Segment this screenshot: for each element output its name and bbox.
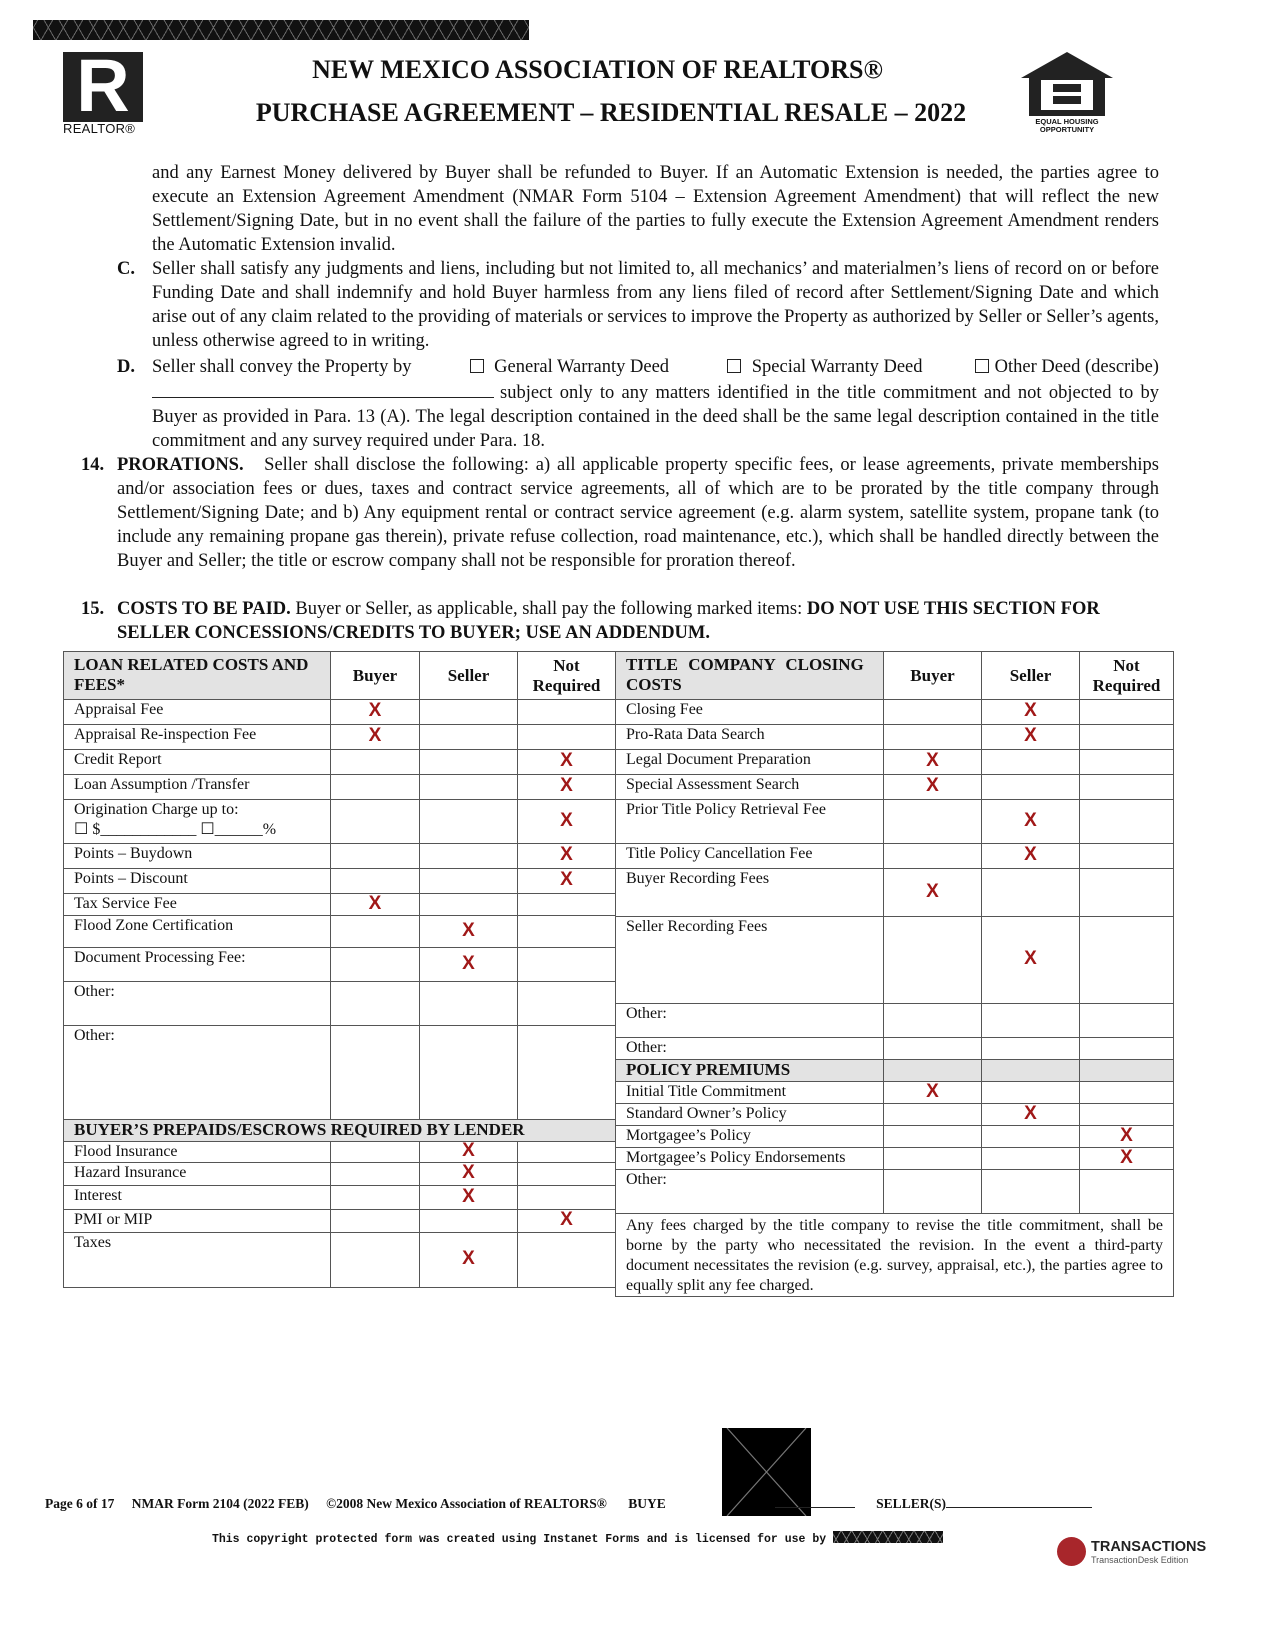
table-row	[616, 1148, 1174, 1170]
x-mark-icon: X	[1024, 809, 1037, 831]
row-label: Closing Fee	[616, 700, 884, 725]
not-required-checkbox-cell[interactable]	[1080, 700, 1174, 725]
title-costs-header: TITLE COMPANY CLOSING COSTS	[616, 652, 884, 700]
seller-checkbox-cell[interactable]	[982, 800, 1080, 844]
not-required-checkbox-cell[interactable]	[518, 725, 616, 750]
seller-checkbox-cell[interactable]	[420, 869, 518, 894]
buyer-checkbox-cell[interactable]	[331, 800, 420, 844]
buyer-checkbox-cell[interactable]	[331, 916, 420, 948]
seller-checkbox-cell[interactable]	[982, 917, 1080, 1004]
x-mark-icon: X	[462, 1185, 475, 1207]
x-mark-icon: X	[368, 725, 382, 746]
x-mark-icon: X	[560, 809, 573, 831]
table-row	[64, 1186, 616, 1210]
not-required-checkbox-cell[interactable]	[1080, 869, 1174, 917]
row-label: Hazard Insurance	[64, 1163, 331, 1186]
table-row	[64, 844, 616, 869]
x-mark-icon: X	[368, 893, 382, 914]
seller-checkbox-cell[interactable]	[420, 1233, 518, 1288]
not-required-checkbox-cell[interactable]	[518, 750, 616, 775]
table-row	[64, 982, 616, 1026]
paragraph-13d: Seller shall convey the Property by General Warranty Deed Special Warranty Deed Other Deed (describe) subject only to any matters identified in the title commitment and not objected to by Buyer as provided in Para. 13 (A). The legal description contained in the deed shall be the same legal description contained in the title commitment and any survey required under Para. 18.	[152, 357, 1159, 451]
license-notice: This copyright protected form was created using Instanet Forms and is licensed for use by	[0, 1531, 1155, 1546]
seller-checkbox-cell[interactable]	[420, 1210, 518, 1233]
buyer-checkbox-cell[interactable]	[884, 1170, 982, 1214]
buyer-checkbox-cell[interactable]	[331, 1210, 420, 1233]
row-label: Flood Insurance	[64, 1142, 331, 1163]
row-label: Credit Report	[64, 750, 331, 775]
buyer-checkbox-cell[interactable]	[331, 982, 420, 1026]
buyer-checkbox-cell[interactable]	[331, 775, 420, 800]
seller-checkbox-cell[interactable]	[420, 1163, 518, 1186]
row-label: Points – Buydown	[64, 844, 331, 869]
table-row	[616, 917, 1174, 1004]
row-label: PMI or MIP	[64, 1210, 331, 1233]
row-label: Points – Discount	[64, 869, 331, 894]
seller-checkbox-cell[interactable]	[982, 1170, 1080, 1214]
table-row	[64, 894, 616, 916]
redacted-header-bar	[33, 20, 529, 40]
not-required-checkbox-cell[interactable]	[1080, 725, 1174, 750]
not-required-checkbox-cell[interactable]	[518, 800, 616, 844]
section-14-number: 14.	[81, 455, 105, 475]
buyer-checkbox-cell[interactable]	[884, 1004, 982, 1038]
not-required-checkbox-cell[interactable]	[1080, 750, 1174, 775]
not-required-checkbox-cell[interactable]	[518, 894, 616, 916]
buyer-checkbox-cell[interactable]	[884, 700, 982, 725]
transactions-logo-icon	[1057, 1537, 1086, 1566]
table-row	[616, 725, 1174, 750]
x-mark-icon: X	[926, 775, 939, 796]
x-mark-icon: X	[1024, 948, 1037, 969]
seller-checkbox-cell[interactable]	[420, 982, 518, 1026]
buyer-checkbox-cell[interactable]	[884, 725, 982, 750]
row-label: Mortgagee’s Policy Endorsements	[616, 1148, 884, 1170]
x-mark-icon: X	[1024, 844, 1037, 865]
x-mark-icon: X	[462, 1162, 475, 1183]
row-label: Interest	[64, 1186, 331, 1210]
x-mark-icon: X	[1120, 1125, 1133, 1146]
seller-checkbox-cell[interactable]	[982, 1126, 1080, 1148]
seller-checkbox-cell[interactable]	[420, 1026, 518, 1120]
table-row	[616, 844, 1174, 869]
row-label: Legal Document Preparation	[616, 750, 884, 775]
col-buyer: Buyer	[331, 652, 420, 700]
seller-checkbox-cell[interactable]	[420, 1142, 518, 1163]
not-required-checkbox-cell[interactable]	[518, 1163, 616, 1186]
buyer-checkbox-cell[interactable]	[884, 917, 982, 1004]
buyer-checkbox-cell[interactable]	[331, 725, 420, 750]
seller-checkbox-cell[interactable]	[420, 844, 518, 869]
x-mark-icon: X	[462, 1141, 475, 1161]
table-row	[64, 1026, 616, 1120]
seller-initials-label: SELLER(S)	[876, 1496, 946, 1511]
not-required-checkbox-cell[interactable]	[518, 844, 616, 869]
org-title: NEW MEXICO ASSOCIATION OF REALTORS®	[312, 55, 883, 84]
col-seller: Seller	[420, 652, 518, 700]
table-row	[616, 1038, 1174, 1060]
x-mark-icon: X	[926, 880, 939, 902]
x-mark-icon: X	[926, 750, 939, 771]
row-label: Title Policy Cancellation Fee	[616, 844, 884, 869]
x-mark-icon: X	[462, 919, 475, 941]
buyer-checkbox-cell[interactable]	[331, 1026, 420, 1120]
buyer-checkbox-cell[interactable]	[331, 1163, 420, 1186]
not-required-checkbox-cell[interactable]	[1080, 1126, 1174, 1148]
not-required-checkbox-cell[interactable]	[518, 869, 616, 894]
buyer-checkbox-cell[interactable]	[884, 1126, 982, 1148]
table-row	[616, 1170, 1174, 1214]
x-mark-icon: X	[1120, 1147, 1133, 1168]
x-mark-icon: X	[462, 1248, 475, 1269]
col-not-required: Not Required	[518, 652, 616, 700]
seller-checkbox-cell[interactable]	[420, 800, 518, 844]
x-mark-icon: X	[462, 952, 475, 974]
row-label: Other:	[616, 1004, 884, 1038]
seller-checkbox-cell[interactable]	[982, 1004, 1080, 1038]
loan-costs-header: LOAN RELATED COSTS AND FEES*	[64, 652, 331, 700]
seller-checkbox-cell[interactable]	[982, 700, 1080, 725]
row-label: Special Assessment Search	[616, 775, 884, 800]
row-label: Other:	[616, 1038, 884, 1060]
not-required-checkbox-cell[interactable]	[1080, 917, 1174, 1004]
seller-checkbox-cell[interactable]	[420, 894, 518, 916]
table-row	[64, 916, 616, 948]
seller-checkbox-cell[interactable]	[420, 916, 518, 948]
realtor-logo: R REALTOR®	[63, 52, 143, 136]
paragraph-d-label: D.	[117, 357, 135, 377]
table-row	[64, 948, 616, 982]
row-label: Other:	[616, 1170, 884, 1214]
table-row	[616, 800, 1174, 844]
buyer-initials-label: BUYE	[628, 1496, 666, 1511]
table-row	[64, 750, 616, 775]
not-required-checkbox-cell[interactable]	[518, 948, 616, 982]
seller-checkbox-cell[interactable]	[420, 725, 518, 750]
col-seller: Seller	[982, 652, 1080, 700]
buyer-checkbox-cell[interactable]	[884, 1082, 982, 1104]
seller-checkbox-cell[interactable]	[982, 1148, 1080, 1170]
not-required-checkbox-cell[interactable]	[1080, 844, 1174, 869]
table-row	[64, 775, 616, 800]
seller-checkbox-cell[interactable]	[982, 869, 1080, 917]
row-label: Other:	[64, 982, 331, 1026]
footer	[45, 1496, 1106, 1512]
col-buyer: Buyer	[884, 652, 982, 700]
table-row	[64, 869, 616, 894]
redacted-licensee	[833, 1531, 943, 1543]
other-deed-checkbox[interactable]	[975, 359, 989, 373]
buyer-checkbox-cell[interactable]	[884, 800, 982, 844]
form-id: NMAR Form 2104 (2022 FEB)	[131, 1496, 309, 1511]
buyer-checkbox-cell[interactable]	[331, 1142, 420, 1163]
row-label: Loan Assumption /Transfer	[64, 775, 331, 800]
buyer-checkbox-cell[interactable]	[331, 869, 420, 894]
x-mark-icon: X	[1024, 1103, 1037, 1124]
not-required-checkbox-cell[interactable]	[1080, 775, 1174, 800]
paragraph-13b-continued: and any Earnest Money delivered by Buyer shall be refunded to Buyer. If an Automatic Extension is needed, the parties agree to execute an Extension Agreement Amendment (NMAR Form 5104 – Extension Agreement Amendment) that will reflect the new Settlement/Signing Date, but in no event shall the failure of the parties to fully execute the Extension Agreement Amendment renders the Automatic Extension invalid.	[152, 163, 1159, 255]
paragraph-13c: Seller shall satisfy any judgments and liens, including but not limited to, all mechanics’ and materialmen’s liens of record on or before Funding Date and shall indemnify and hold Buyer harmless from any liens filed of record after Settlement/Signing Date and which arise out of any claim related to the providing of materials or services to improve the Property as authorized by Seller or Seller’s agents, unless otherwise agreed to in writing.	[152, 259, 1159, 351]
row-label: Appraisal Re-inspection Fee	[64, 725, 331, 750]
table-row	[64, 1142, 616, 1163]
x-mark-icon: X	[560, 775, 573, 796]
x-mark-icon: X	[560, 750, 573, 771]
seller-checkbox-cell[interactable]	[982, 750, 1080, 775]
paragraph-c-label: C.	[117, 259, 135, 279]
not-required-checkbox-cell[interactable]	[1080, 800, 1174, 844]
seller-checkbox-cell[interactable]	[420, 948, 518, 982]
x-mark-icon: X	[926, 1081, 939, 1102]
table-row	[616, 1082, 1174, 1104]
row-label: Taxes	[64, 1233, 331, 1288]
x-mark-icon: X	[1024, 700, 1037, 721]
not-required-checkbox-cell[interactable]	[518, 775, 616, 800]
seller-checkbox-cell[interactable]	[420, 700, 518, 725]
transactions-logo: TRANSACTIONS TransactionDesk Edition	[1057, 1537, 1217, 1567]
not-required-checkbox-cell[interactable]	[518, 1210, 616, 1233]
table-row	[64, 725, 616, 750]
x-mark-icon: X	[368, 700, 382, 721]
form-title: PURCHASE AGREEMENT – RESIDENTIAL RESALE – 2022	[255, 98, 967, 127]
row-label: Mortgagee’s Policy	[616, 1126, 884, 1148]
seller-checkbox-cell[interactable]	[982, 1104, 1080, 1126]
x-mark-icon: X	[1024, 725, 1037, 746]
row-label: Origination Charge up to: ☐ $____________ ☐______%	[64, 800, 331, 844]
buyer-checkbox-cell[interactable]	[884, 844, 982, 869]
buyer-checkbox-cell[interactable]	[884, 869, 982, 917]
policy-premiums-header: POLICY PREMIUMS	[616, 1060, 884, 1082]
seller-checkbox-cell[interactable]	[420, 775, 518, 800]
not-required-checkbox-cell[interactable]	[1080, 1170, 1174, 1214]
row-label: Document Processing Fee:	[64, 948, 331, 982]
section-14-prorations: PRORATIONS. Seller shall disclose the following: a) all applicable property specific fees, or lease agreements, private memberships and/or association fees or dues, taxes and contract service agreements, all of which are to be prorated by the title company through Settlement/Signing Date; and b) Any equipment rental or contract service agreement (e.g. alarm system, satellite system, propane tank (to include any remaining propane gas therein), private refuse collection, road maintenance, etc.), which shall be handled directly between the Buyer and Seller; the title or escrow company shall not be responsible for proration thereof.	[117, 455, 1159, 571]
row-label: Tax Service Fee	[64, 894, 331, 916]
row-label: Standard Owner’s Policy	[616, 1104, 884, 1126]
row-label: Buyer Recording Fees	[616, 869, 884, 917]
not-required-checkbox-cell[interactable]	[518, 700, 616, 725]
section-15-costs: COSTS TO BE PAID. Buyer or Seller, as applicable, shall pay the following marked items: DO NOT USE THIS SECTION FOR SELLER CONCESSIONS/CREDITS TO BUYER; USE AN ADDENDUM.	[117, 599, 1100, 643]
not-required-checkbox-cell[interactable]	[518, 1233, 616, 1288]
seller-checkbox-cell[interactable]	[982, 725, 1080, 750]
not-required-checkbox-cell[interactable]	[1080, 1148, 1174, 1170]
seller-checkbox-cell[interactable]	[982, 1082, 1080, 1104]
x-mark-icon: X	[560, 844, 573, 865]
prepaids-header: BUYER’S PREPAIDS/ESCROWS REQUIRED BY LENDER	[64, 1120, 616, 1142]
not-required-checkbox-cell[interactable]	[518, 916, 616, 948]
buyer-checkbox-cell[interactable]	[331, 750, 420, 775]
not-required-checkbox-cell[interactable]	[518, 982, 616, 1026]
equal-housing-icon: EQUAL HOUSING OPPORTUNITY	[1019, 50, 1115, 136]
row-label: Initial Title Commitment	[616, 1082, 884, 1104]
x-mark-icon: X	[560, 869, 573, 890]
table-row	[616, 750, 1174, 775]
title-costs-table	[615, 651, 1174, 1297]
table-row	[616, 1004, 1174, 1038]
table-row	[64, 700, 616, 725]
not-required-checkbox-cell[interactable]	[1080, 1104, 1174, 1126]
not-required-checkbox-cell[interactable]	[1080, 1082, 1174, 1104]
not-required-checkbox-cell[interactable]	[518, 1142, 616, 1163]
buyer-checkbox-cell[interactable]	[331, 700, 420, 725]
x-mark-icon: X	[560, 1209, 573, 1230]
seller-checkbox-cell[interactable]	[982, 844, 1080, 869]
table-row	[64, 1210, 616, 1233]
row-label: Prior Title Policy Retrieval Fee	[616, 800, 884, 844]
section-15-number: 15.	[81, 599, 105, 619]
buyer-checkbox-cell[interactable]	[884, 1148, 982, 1170]
col-not-required: Not Required	[1080, 652, 1174, 700]
row-label: Appraisal Fee	[64, 700, 331, 725]
row-label: Flood Zone Certification	[64, 916, 331, 948]
page-number: Page 6 of 17	[45, 1496, 115, 1511]
table-row	[616, 1104, 1174, 1126]
general-warranty-deed-checkbox[interactable]	[470, 359, 484, 373]
seller-checkbox-cell[interactable]	[420, 1186, 518, 1210]
not-required-checkbox-cell[interactable]	[1080, 1038, 1174, 1060]
buyer-checkbox-cell[interactable]	[331, 1233, 420, 1288]
not-required-checkbox-cell[interactable]	[1080, 1004, 1174, 1038]
copyright: ©2008 New Mexico Association of REALTORS®	[326, 1496, 607, 1511]
row-label: Seller Recording Fees	[616, 917, 884, 1004]
table-row	[616, 700, 1174, 725]
row-label: Pro-Rata Data Search	[616, 725, 884, 750]
table-row	[616, 1126, 1174, 1148]
table-row	[64, 1163, 616, 1186]
table-row	[64, 1233, 616, 1288]
other-deed-description-field[interactable]	[152, 379, 494, 398]
buyer-checkbox-cell[interactable]	[331, 844, 420, 869]
revision-fee-note: Any fees charged by the title company to revise the title commitment, shall be borne by the party who necessitated the revision. In the event a third-party document necessitates the revision (e.g. survey, appraisal, etc.), the parties agree to equally split any fee charged.	[616, 1214, 1174, 1297]
seller-initials-field[interactable]	[946, 1507, 1092, 1508]
buyer-initials-field[interactable]	[775, 1507, 855, 1508]
seller-checkbox-cell[interactable]	[420, 750, 518, 775]
buyer-checkbox-cell[interactable]	[884, 750, 982, 775]
table-row	[616, 869, 1174, 917]
buyer-checkbox-cell[interactable]	[884, 1038, 982, 1060]
special-warranty-deed-checkbox[interactable]	[727, 359, 741, 373]
not-required-checkbox-cell[interactable]	[518, 1186, 616, 1210]
buyer-checkbox-cell[interactable]	[884, 1104, 982, 1126]
buyer-checkbox-cell[interactable]	[331, 894, 420, 916]
buyer-checkbox-cell[interactable]	[331, 1186, 420, 1210]
row-label: Other:	[64, 1026, 331, 1120]
loan-costs-table	[63, 651, 616, 1288]
table-row	[616, 775, 1174, 800]
buyer-checkbox-cell[interactable]	[331, 948, 420, 982]
buyer-checkbox-cell[interactable]	[884, 775, 982, 800]
seller-checkbox-cell[interactable]	[982, 1038, 1080, 1060]
not-required-checkbox-cell[interactable]	[518, 1026, 616, 1120]
seller-checkbox-cell[interactable]	[982, 775, 1080, 800]
table-row	[64, 800, 616, 844]
